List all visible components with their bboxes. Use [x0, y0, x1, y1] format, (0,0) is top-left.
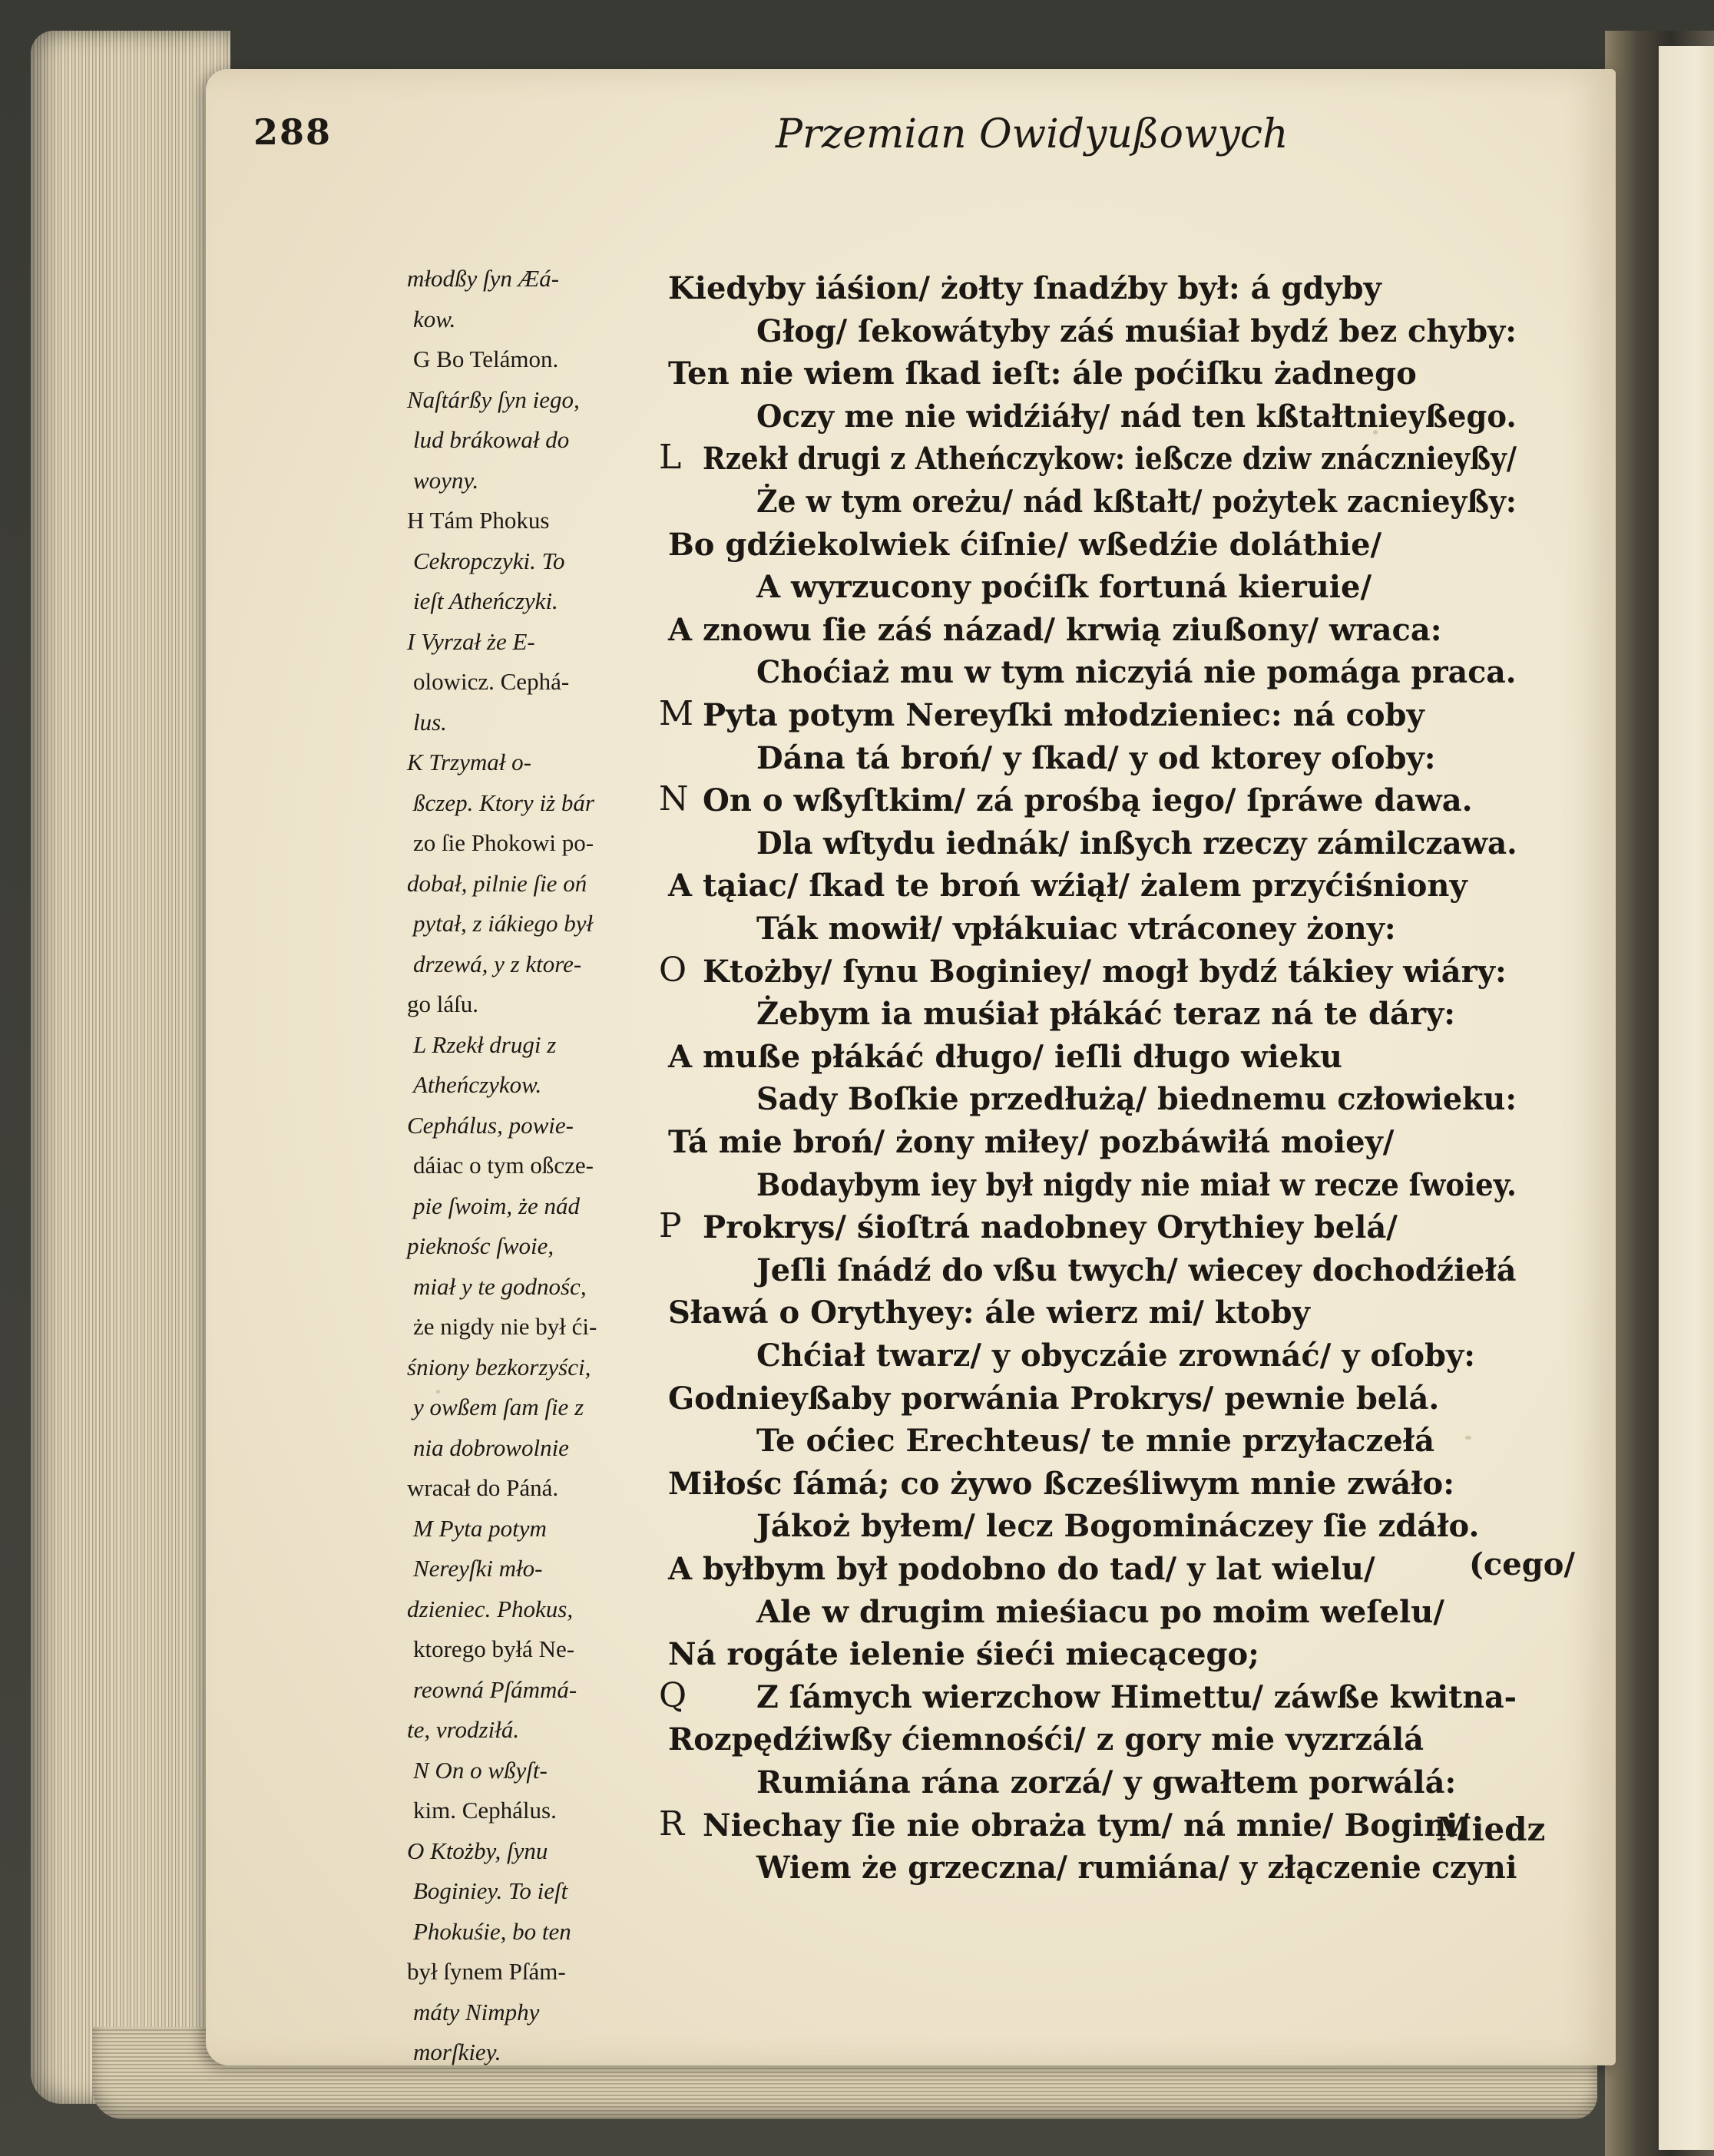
margin-note-line: woyny.	[413, 466, 479, 494]
verse-line: Dána tá broń/ y ſkad/ y od ktorey oſoby:	[756, 739, 1436, 776]
page-edges-left	[31, 31, 230, 2104]
verse-line: Tá mie broń/ żony miłey/ pozbáwiłá moiey/	[668, 1124, 1395, 1160]
verse-line: Niechay ſie nie obraża tym/ ná mnie/ Bogini/	[703, 1807, 1469, 1844]
verse-line: Jeſli ſnádź do vßu twych/ wiecey dochodźiełá	[756, 1252, 1517, 1288]
verse-line: Pyta potym Nereyſki młodzieniec: ná coby	[703, 697, 1424, 733]
margin-note-line: pytał, z iákiego był	[413, 910, 594, 937]
verse-line: Bo gdźiekolwiek ćiſnie/ wßedźie doláthie/	[668, 526, 1382, 563]
verse-overflow-text: (cego/	[1469, 1546, 1575, 1582]
catchword: Miedz	[1436, 1810, 1546, 1848]
verse-line: Oczy me nie widźiáły/ nád ten kßtałtnieyßego.	[756, 398, 1517, 435]
verse-line: Rozpędźiwßy ćiemnośći/ z gory mie vyzrzálá	[668, 1721, 1424, 1758]
margin-note-line: drzewá, y z ktore-	[413, 950, 582, 977]
verse-line: Prokrys/ śioſtrá nadobney Orythiey belá/	[703, 1209, 1398, 1246]
facing-page-edge	[1659, 46, 1714, 2150]
margin-note-line: dáiac o tym oßcze-	[413, 1152, 594, 1179]
margin-note-line: pieknośc ſwoie,	[407, 1232, 554, 1259]
verse-line: Sady Boſkie przedłużą/ biednemu człowieku:	[756, 1081, 1517, 1118]
margin-note-line: był ſynem Pſám-	[407, 1958, 566, 1985]
margin-note-line: ktorego byłá Ne-	[413, 1635, 575, 1662]
margin-note-line: te, vrodziłá.	[407, 1716, 520, 1743]
margin-note-line: I Vyrzał że E-	[407, 627, 535, 655]
verse-line: On o wßyſtkim/ zá prośbą iego/ ſpráwe dawa.	[703, 782, 1473, 819]
margin-note-line: máty Nimphy	[413, 1998, 540, 2025]
margin-note-line: O Ktożby, ſynu	[407, 1837, 548, 1864]
margin-note-line: że nigdy nie był ći-	[413, 1313, 597, 1340]
margin-note-line: G Bo Telámon.	[413, 346, 559, 372]
verse-line: Sławá o Orythyey: ále wierz mi/ ktoby	[668, 1295, 1310, 1331]
margin-note-line: morſkiey.	[413, 2039, 501, 2065]
margin-note-line: reowná Pſámmá-	[413, 1675, 577, 1703]
verse-line: Z ſámych wierzchow Himettu/ záwße kwitna-	[756, 1678, 1517, 1715]
margin-note-line: H Tám Phokus	[407, 507, 550, 534]
verse-line: A byłbym był podobno do tad/ y lat wielu/	[668, 1551, 1375, 1587]
margin-note-line: Boginiey. To ieſt	[413, 1877, 568, 1904]
verse-line: Ten nie wiem ſkad ieſt: ále poćiſku żadnego	[668, 355, 1417, 392]
margin-note-line: olowicz. Cephá-	[413, 668, 570, 695]
verse-note-marker: R	[659, 1804, 685, 1844]
verse-line: Bodaybym iey był nigdy nie miał w recze ſwoiey.	[756, 1166, 1517, 1203]
margin-note-line: zo ſie Phokowi po-	[413, 829, 594, 856]
margin-note-line: kow.	[413, 305, 456, 332]
verse-note-marker: L	[659, 438, 682, 478]
verse-line: Jákoż byłem/ lecz Bogomináczey ſie zdáło.	[756, 1508, 1480, 1545]
margin-note-line: Atheńczykow.	[413, 1071, 542, 1098]
margin-note-line: dobał, pilnie ſie oń	[407, 869, 587, 897]
margin-note-line: śniony bezkorzyści,	[407, 1353, 591, 1381]
margin-note-line: pie ſwoim, że nád	[413, 1192, 580, 1219]
margin-note-line: nia dobrowolnie	[413, 1433, 569, 1461]
verse-line: Te oćiec Erechteus/ te mnie przyłaczełá	[756, 1423, 1434, 1460]
verse-line: Głog/ ſekowátyby záś muśiał bydź bez chyby:	[756, 312, 1517, 349]
margin-note-line: Phokuśie, bo ten	[413, 1917, 571, 1945]
margin-note-line: kim. Cephálus.	[413, 1797, 557, 1824]
margin-note-line: młodßy ſyn Æá-	[407, 265, 560, 292]
verse-line: Miłośc ſámá; co żywo ßcześliwym mnie zwáło:	[668, 1465, 1454, 1502]
verse-line: Ták mowił/ vpłákuiac vtráconey żony:	[756, 911, 1396, 947]
verse-note-marker: Q	[659, 1675, 687, 1715]
verse-note-marker: O	[659, 950, 687, 990]
verse-line: Dla wſtydu iednák/ inßych rzeczy zámilczawa.	[756, 825, 1517, 861]
margin-note-line: lud brákował do	[413, 426, 570, 453]
verse-line: Wiem że grzeczna/ rumiána/ y złączenie czyni	[756, 1850, 1517, 1886]
margin-note-line: Cephálus, powie-	[407, 1111, 574, 1139]
verse-line: Ktożby/ ſynu Boginiey/ mogł bydź tákiey wiáry:	[703, 953, 1507, 990]
verse-line: Ná rogáte ielenie śieći miecącego;	[668, 1636, 1259, 1673]
margin-note-line: K Trzymał o-	[407, 749, 531, 775]
verse-line: A muße płákáć długo/ ieſli długo wieku	[668, 1038, 1343, 1075]
margin-note-line: L Rzekł drugi z	[413, 1030, 557, 1058]
verse-line: Że w tym oreżu/ nád kßtałt/ pożytek zacnieyßy:	[756, 484, 1517, 520]
verse-line: Rzekł drugi z Atheńczykow: ießcze dziw znácznieyßy/	[703, 441, 1517, 478]
verse-line: Choćiaż mu w tym niczyiá nie pomága praca.	[756, 654, 1517, 691]
margin-note-line: dzieniec. Phokus,	[407, 1595, 574, 1622]
margin-note-line: ieſt Atheńczyki.	[413, 587, 558, 614]
margin-note-line: go láſu.	[407, 990, 478, 1017]
margin-note-line: wracał do Páná.	[407, 1474, 559, 1501]
verse-line: Chćiał twarz/ y obyczáie zrownáć/ y oſoby:	[756, 1338, 1475, 1374]
running-head: Przemian Owidyußowych	[776, 111, 1289, 157]
margin-note-line: ßczep. Ktory iż bár	[413, 789, 594, 816]
verse-line: Ale w drugim mieśiacu po moim weſelu/	[756, 1593, 1444, 1630]
margin-note-line: y owßem ſam ſie z	[413, 1394, 584, 1420]
verse-line: A tąiac/ ſkad te broń wźiął/ żalem przyćiśniony	[668, 868, 1467, 904]
verse-note-marker: N	[659, 779, 689, 819]
verse-line: Żebym ia muśiał płákáć teraz ná te dáry:	[756, 996, 1455, 1033]
verse-line: Godnieyßaby porwánia Prokrys/ pewnie belá.	[668, 1380, 1440, 1417]
page-number: 288	[253, 111, 333, 153]
verse-note-marker: M	[659, 694, 694, 733]
margin-note-line: miał y te godnośc,	[413, 1272, 587, 1300]
margin-note-line: Nereyſki mło-	[413, 1555, 543, 1582]
verse-line: A znowu ſie záś názad/ krwią ziußony/ wraca:	[668, 611, 1442, 648]
margin-note-line: N On o wßyſt-	[413, 1756, 548, 1784]
verse-line: Kiedyby iáśion/ żołty ſnadźby był: á gdyby	[668, 270, 1381, 306]
verse-line: Rumiána rána zorzá/ y gwałtem porwálá:	[756, 1764, 1457, 1801]
verse-note-marker: P	[659, 1206, 682, 1246]
margin-note-line: lus.	[413, 708, 447, 736]
margin-note-line: M Pyta potym	[413, 1514, 547, 1542]
verse-line: A wyrzucony poćiſk fortuná kieruie/	[756, 569, 1372, 606]
margin-note-line: Cekropczyki. To	[413, 547, 565, 574]
margin-note-line: Naſtárßy ſyn iego,	[407, 385, 580, 413]
